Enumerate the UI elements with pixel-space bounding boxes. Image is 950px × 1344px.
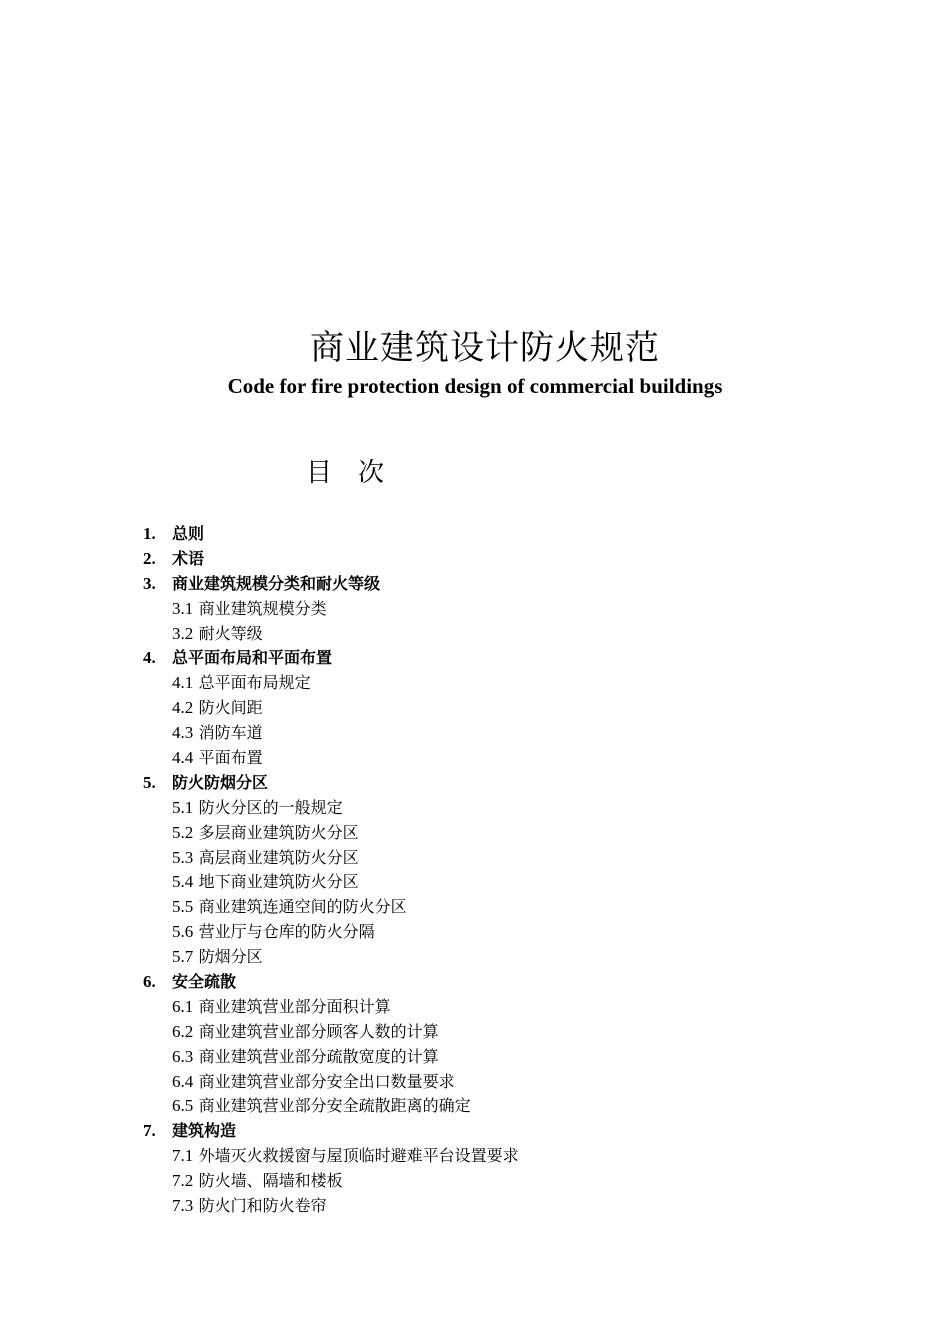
toc-entry-title: 总平面布局规定 bbox=[198, 673, 311, 693]
toc-entry-number: 7.1 bbox=[172, 1146, 194, 1166]
toc-chapter-entry bbox=[143, 771, 903, 796]
toc-entry-title: 总则 bbox=[172, 524, 205, 543]
toc-entry-number: 1. bbox=[143, 524, 156, 543]
toc-chapter-entry bbox=[143, 572, 903, 597]
toc-section-entry bbox=[143, 895, 903, 920]
toc-entry-title: 防烟分区 bbox=[198, 947, 263, 967]
toc-section-entry bbox=[143, 1194, 903, 1219]
toc-section-entry bbox=[143, 671, 903, 696]
toc-entry-number: 4. bbox=[143, 648, 156, 668]
toc-entry-number: 5.6 bbox=[172, 922, 194, 942]
toc-section-entry bbox=[143, 995, 903, 1020]
toc-entry-number: 4.4 bbox=[172, 748, 194, 768]
toc-entry-number: 3. bbox=[143, 573, 156, 593]
toc-section-entry bbox=[143, 721, 903, 746]
toc-entry-title: 商业建筑营业部分安全出口数量要求 bbox=[198, 1071, 455, 1091]
toc-entry-number: 6.5 bbox=[172, 1096, 194, 1116]
toc-entry-number: 5.7 bbox=[172, 947, 194, 967]
toc-section-entry bbox=[143, 1094, 903, 1119]
toc-entry-number: 6.4 bbox=[172, 1071, 194, 1091]
toc-entry-title: 平面布置 bbox=[198, 748, 263, 768]
toc-entry-number: 6.2 bbox=[172, 1021, 194, 1041]
toc-entry-title: 术语 bbox=[172, 548, 205, 568]
toc-entry-title: 商业建筑连通空间的防火分区 bbox=[198, 897, 407, 917]
toc-entry-number: 5.5 bbox=[172, 897, 194, 917]
toc-section-entry bbox=[143, 821, 903, 846]
toc-entry-title: 防火间距 bbox=[198, 698, 263, 718]
toc-section-entry bbox=[143, 1020, 903, 1045]
toc-entry-number: 7.2 bbox=[172, 1171, 194, 1191]
toc-section-entry bbox=[143, 696, 903, 721]
toc-entry-title: 地下商业建筑防火分区 bbox=[198, 872, 359, 892]
toc-entry-title: 防火防烟分区 bbox=[172, 772, 269, 792]
toc-entry-title: 安全疏散 bbox=[172, 972, 237, 992]
toc-entry-title: 商业建筑规模分类 bbox=[198, 598, 327, 618]
toc-chapter-entry bbox=[143, 547, 903, 572]
toc-heading-char-2: 次 bbox=[358, 458, 385, 488]
toc-entry-title: 商业建筑营业部分顾客人数的计算 bbox=[198, 1021, 439, 1041]
toc-entry-title: 高层商业建筑防火分区 bbox=[198, 847, 359, 867]
toc-entry-number: 5.4 bbox=[172, 872, 194, 892]
toc-entry-number: 5.3 bbox=[172, 847, 194, 867]
toc-entry-number: 3.1 bbox=[172, 598, 194, 618]
toc-entry-title: 防火门和防火卷帘 bbox=[198, 1196, 327, 1216]
toc-entry-number: 7. bbox=[143, 1121, 156, 1141]
toc-section-entry bbox=[143, 1144, 903, 1169]
toc-section-entry bbox=[143, 1045, 903, 1070]
toc-entry-number: 7.3 bbox=[172, 1196, 194, 1216]
document-title-english: Code for fire protection design of commercial buildings bbox=[227, 374, 723, 398]
toc-chapter-entry bbox=[143, 970, 903, 995]
toc-entry-title: 总平面布局和平面布置 bbox=[172, 648, 333, 668]
toc-section-entry bbox=[143, 1070, 903, 1095]
toc-entry-number: 6. bbox=[143, 972, 156, 992]
toc-entry-title: 外墙灭火救援窗与屋顶临时避难平台设置要求 bbox=[198, 1146, 519, 1166]
toc-chapter-entry bbox=[143, 522, 903, 547]
toc-section-entry bbox=[143, 1169, 903, 1194]
toc-section-entry bbox=[143, 945, 903, 970]
toc-entry-title: 营业厅与仓库的防火分隔 bbox=[198, 922, 375, 942]
toc-section-entry bbox=[143, 920, 903, 945]
toc-section-entry bbox=[143, 622, 903, 647]
toc-section-entry bbox=[143, 597, 903, 622]
toc-entry-number: 4.2 bbox=[172, 698, 194, 718]
toc-entry-number: 6.1 bbox=[172, 996, 194, 1016]
toc-entry-number: 6.3 bbox=[172, 1046, 194, 1066]
toc-chapter-entry bbox=[143, 1119, 903, 1144]
table-of-contents bbox=[143, 522, 903, 1219]
toc-section-entry bbox=[143, 870, 903, 895]
toc-entry-number: 5.1 bbox=[172, 797, 194, 817]
toc-entry-number: 5. bbox=[143, 772, 156, 792]
document-title-chinese: 商业建筑设计防火规范 bbox=[310, 328, 660, 368]
toc-entry-number: 3.2 bbox=[172, 623, 194, 643]
toc-entry-number: 2. bbox=[143, 548, 156, 568]
toc-entry-title: 商业建筑营业部分安全疏散距离的确定 bbox=[198, 1096, 471, 1116]
toc-entry-title: 消防车道 bbox=[198, 723, 263, 743]
toc-entry-title: 建筑构造 bbox=[172, 1121, 237, 1141]
toc-entry-number: 4.3 bbox=[172, 723, 194, 743]
toc-section-entry bbox=[143, 746, 903, 771]
toc-section-entry bbox=[143, 846, 903, 871]
toc-heading-char-1: 目 bbox=[306, 458, 333, 488]
toc-section-entry bbox=[143, 796, 903, 821]
toc-chapter-entry bbox=[143, 646, 903, 671]
toc-entry-title: 多层商业建筑防火分区 bbox=[198, 822, 359, 842]
toc-entry-number: 4.1 bbox=[172, 673, 194, 693]
toc-entry-title: 防火墙、隔墙和楼板 bbox=[198, 1171, 343, 1191]
toc-heading bbox=[306, 455, 384, 491]
toc-entry-title: 防火分区的一般规定 bbox=[198, 797, 343, 817]
toc-entry-title: 商业建筑营业部分疏散宽度的计算 bbox=[198, 1046, 439, 1066]
toc-entry-number: 5.2 bbox=[172, 822, 194, 842]
toc-entry-title: 商业建筑规模分类和耐火等级 bbox=[172, 573, 381, 593]
toc-entry-title: 商业建筑营业部分面积计算 bbox=[198, 996, 391, 1016]
toc-entry-title: 耐火等级 bbox=[198, 623, 263, 643]
